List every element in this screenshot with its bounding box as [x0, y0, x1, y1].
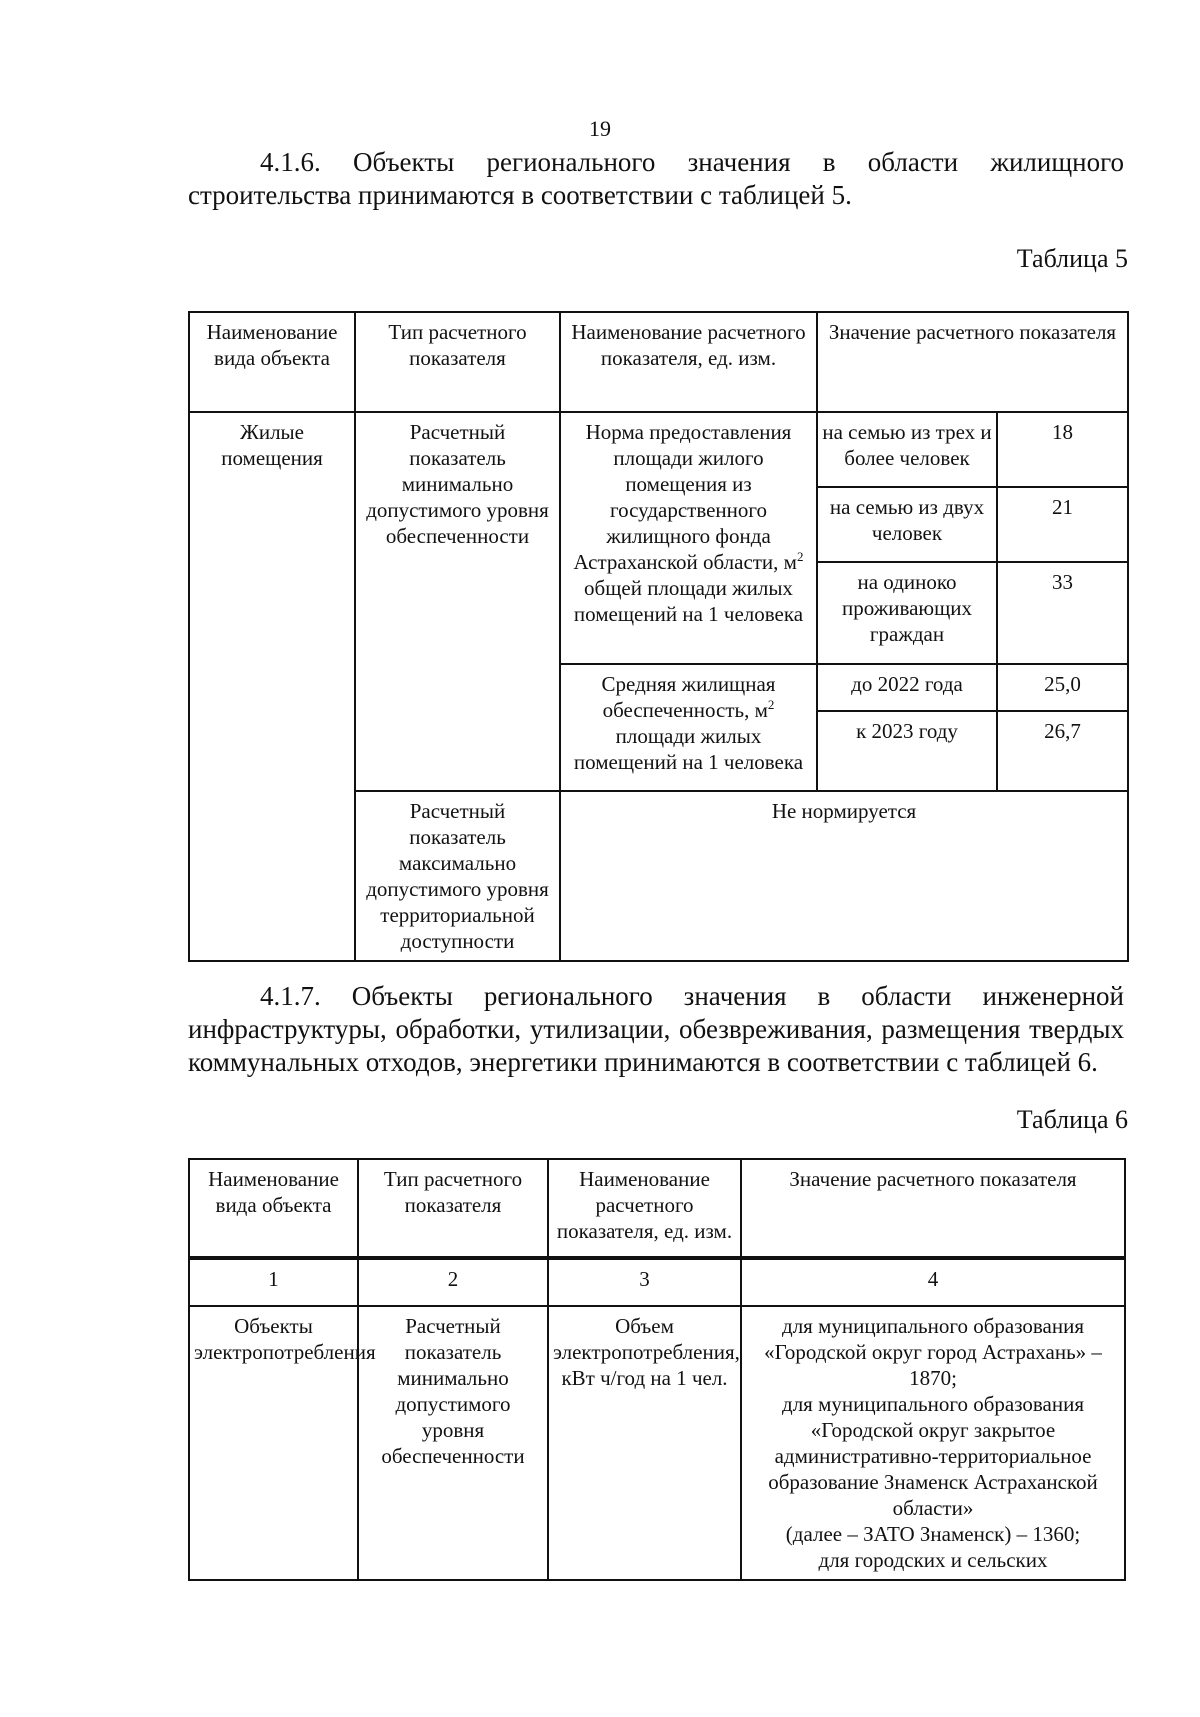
table-5-header-object: Наименование вида объекта — [189, 312, 355, 412]
table-5-norm-value: 18 — [997, 412, 1128, 487]
table-6-type: Расчетный показатель минимально допустимого уровня обеспеченности — [358, 1306, 548, 1580]
table-5-indicator-max: Расчетный показатель максимально допустимого уровня территориальной доступности — [355, 791, 560, 961]
table-6-value — [741, 1306, 1125, 1580]
table-5-norm-value: 21 — [997, 487, 1128, 562]
table-5-avg-name-text-end: площади жилых помещений на 1 человека — [573, 724, 804, 774]
table-6-value-line: для муниципального образования — [782, 1314, 1084, 1338]
table-5-avg-value: 26,7 — [997, 711, 1128, 791]
table-5-norm-name — [560, 412, 817, 664]
table-5-header-row — [189, 312, 1128, 412]
table-6-header-type: Тип расчетного показателя — [358, 1159, 548, 1258]
table-6-header-row — [189, 1159, 1125, 1258]
table-5-header-value: Значение расчетного показателя — [817, 312, 1128, 412]
table-5-avg-name-text: Средняя жилищная обеспеченность, м — [601, 672, 776, 722]
table-6-number-row — [189, 1258, 1125, 1306]
table-6-value-line: (далее – ЗАТО Знаменск) – 1360; — [785, 1522, 1081, 1546]
table-6-col-number: 1 — [189, 1258, 358, 1306]
table-5-caption: Таблица 5 — [1016, 244, 1128, 273]
table-5-avg-sup: 2 — [767, 697, 775, 712]
table-6-header-object: Наименование вида объекта — [189, 1159, 358, 1258]
table-5-avg-label: к 2023 году — [817, 711, 997, 791]
table-5-norm-label: на семью из трех и более человек — [817, 412, 997, 487]
table-row — [189, 412, 1128, 487]
table-6-header-value: Значение расчетного показателя — [741, 1159, 1125, 1258]
table-5-avg-label: до 2022 года — [817, 664, 997, 711]
table-5-norm-sup: 2 — [796, 549, 804, 564]
table-6-col-number: 3 — [548, 1258, 741, 1306]
table-5-norm-label: на одиноко проживающих граждан — [817, 562, 997, 664]
page-number: 19 — [589, 116, 611, 141]
table-5-not-normalized: Не нормируется — [560, 791, 1128, 961]
table-5-norm-name-text: Норма предоставления площади жилого помещения из государственного жилищного фонда Астраханской области, м — [573, 420, 797, 574]
table-6-col-number: 4 — [741, 1258, 1125, 1306]
table-6-value-line: «Городской округ закрытое административно-территориальное образование Знаменск Астраханской области» — [768, 1418, 1098, 1520]
table-6-value-line: «Городской округ город Астрахань» – 1870; — [764, 1340, 1102, 1390]
table-5-norm-name-text-end: общей площади жилых помещений на 1 человека — [573, 576, 804, 626]
paragraph-4-1-7 — [188, 980, 1124, 1079]
table-6-object: Объекты электропотребления — [189, 1306, 358, 1580]
table-5-norm-label: на семью из двух человек — [817, 487, 997, 562]
table-5-header-type: Тип расчетного показателя — [355, 312, 560, 412]
table-5-header-name: Наименование расчетного показателя, ед. изм. — [560, 312, 817, 412]
table-5-avg-name — [560, 664, 817, 791]
table-5-avg-value: 25,0 — [997, 664, 1128, 711]
paragraph-4-1-6 — [188, 146, 1124, 212]
table-5-norm-value: 33 — [997, 562, 1128, 664]
paragraph-4-1-6-text: 4.1.6. Объекты регионального значения в области жилищного строительства принимаются в соответствии с таблицей 5. — [188, 147, 1124, 210]
paragraph-4-1-7-text: 4.1.7. Объекты регионального значения в области инженерной инфраструктуры, обработки, утилизации, обезвреживания, размещения твердых коммунальных отходов, энергетики принимаются в соответствии с таблицей 6. — [188, 981, 1124, 1077]
table-6-value-line: для муниципального образования — [782, 1392, 1084, 1416]
table-6-name: Объем электропотребления, кВт ч/год на 1 чел. — [548, 1306, 741, 1580]
table-row — [189, 1306, 1125, 1580]
table-5-object-name: Жилые помещения — [189, 412, 355, 961]
table-6-col-number: 2 — [358, 1258, 548, 1306]
table-5 — [188, 311, 1129, 962]
table-6-value-line: для городских и сельских — [818, 1548, 1048, 1572]
table-6-caption: Таблица 6 — [1016, 1105, 1128, 1134]
table-6-header-name: Наименование расчетного показателя, ед. изм. — [548, 1159, 741, 1258]
table-5-indicator-min: Расчетный показатель минимально допустимого уровня обеспеченности — [355, 412, 560, 791]
table-6 — [188, 1158, 1126, 1581]
